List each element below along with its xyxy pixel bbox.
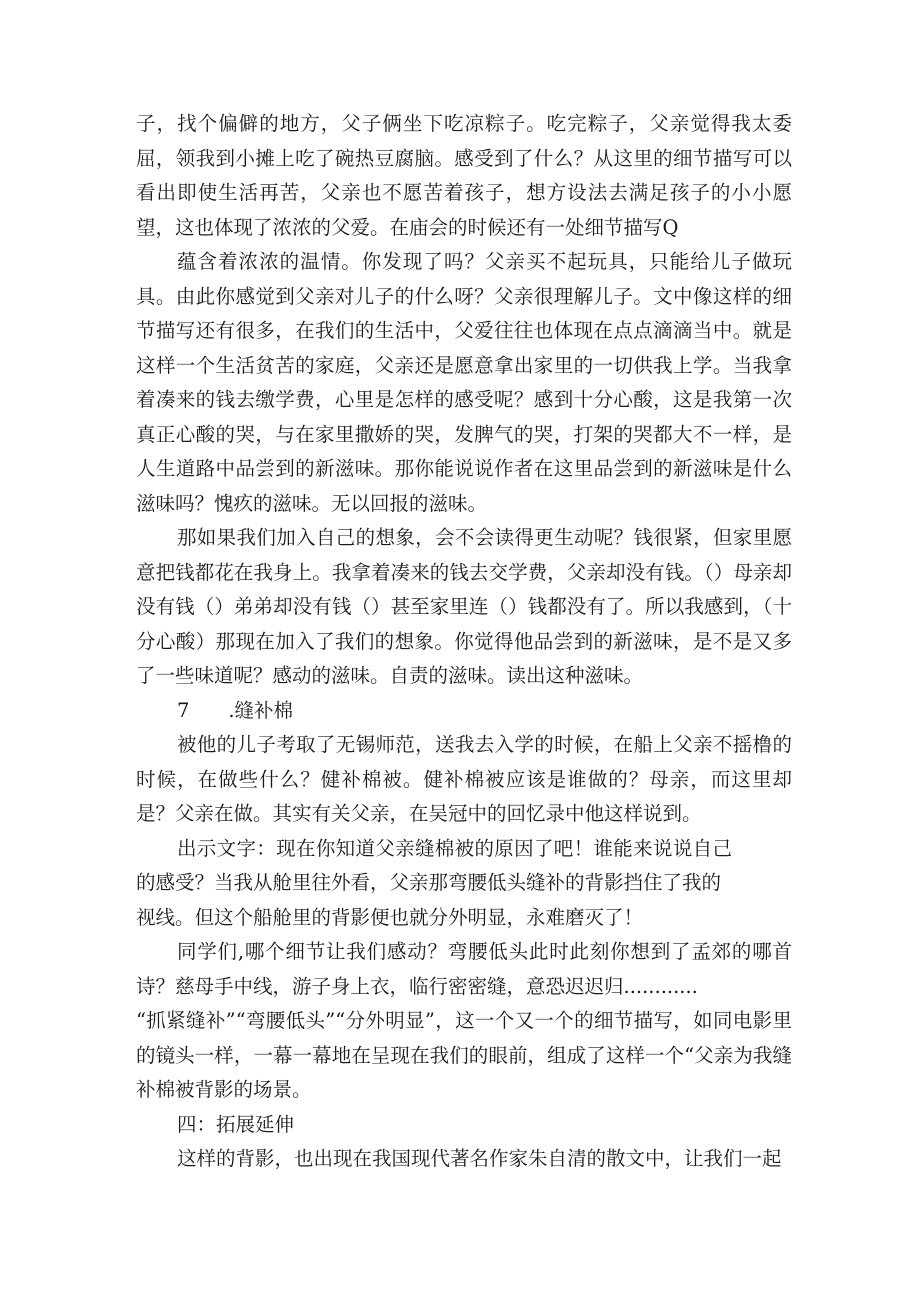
section-heading-7: 7 .缝补棉 (176, 698, 294, 722)
paragraph-6: 同学们,哪个细节让我们感动？弯腰低头此时此刻你想到了孟郊的哪首诗？慈母手中线，游子身上衣，临行密密缝，意恐迟迟归............ (136, 940, 792, 998)
section-heading-4: 四：拓展延伸 (176, 1112, 294, 1136)
paragraph-5-continued: 视线。但这个船舱里的背影便也就分外明显，永难磨灭了！ (136, 905, 644, 929)
paragraph-3: 那如果我们加入自己的想象，会不会读得更生动呢？钱很紧，但家里愿意把钱都花在我身上。我拿着凑来的钱去交学费，父亲却没有钱。（）母亲却没有钱（）弟弟却没有钱（）甚至家里连（）钱都没有了。所以我感到，（十分心酸）那现在加入了我们的想象。你觉得他品尝到的新滋味，是不是又多了一些味道呢？感动的滋味。自责的滋味。读出这种滋味。 (136, 526, 792, 687)
paragraph-1: 子，找个偏僻的地方，父子俩坐下吃凉粽子。吃完粽子，父亲觉得我太委屈，领我到小摊上吃了碗热豆腐脑。感受到了什么？从这里的细节描写可以看出即使生活再苦，父亲也不愿苦着孩子，想方设法去满足孩子的小小愿望，这也体现了浓浓的父爱。在庙会的时候还有一处细节描写Q (136, 112, 792, 239)
body-text-part-1 (136, 107, 792, 1177)
paragraph-7: “抓紧缝补”“弯腰低头”“分外明显”，这一个又一个的细节描写，如同电影里的镜头一样，一幕一幕地在呈现在我们的眼前，组成了这样一个“父亲为我缝补棉被背影的场景。 (136, 1009, 792, 1101)
paragraph-2: 蕴含着浓浓的温情。你发现了吗？父亲买不起玩具，只能给儿子做玩具。由此你感觉到父亲对儿子的什么呀？父亲很理解儿子。文中像这样的细节描写还有很多，在我们的生活中，父爱往往也体现在点点滴滴当中。就是这样一个生活贫苦的家庭，父亲还是愿意拿出家里的一切供我上学。当我拿着凑来的钱去缴学费，心里是怎样的感受呢？感到十分心酸，这是我第一次真正心酸的哭，与在家里撒娇的哭，发脾气的哭，打架的哭都大不一样，是人生道路中品尝到的新滋味。那你能说说作者在这里品尝到的新滋味是什么滋味吗？愧疚的滋味。无以回报的滋味。 (136, 250, 792, 515)
paragraph-4: 被他的儿子考取了无锡师范，送我去入学的时候，在船上父亲不摇橹的时候，在做些什么？健补棉被。健补棉被应该是谁做的？母亲，而这里却是？父亲在做。其实有关父亲，在吴冠中的回忆录中他这样说到。 (136, 733, 792, 825)
paragraph-5: 出示文字：现在你知道父亲缝棉被的原因了吧！谁能来说说自己的感受？当我从舱里往外看，父亲那弯腰低头缝补的背影挡住了我的 (136, 836, 732, 894)
paragraph-8: 这样的背影，也出现在我国现代著名作家朱自清的散文中，让我们一起 (176, 1147, 782, 1170)
